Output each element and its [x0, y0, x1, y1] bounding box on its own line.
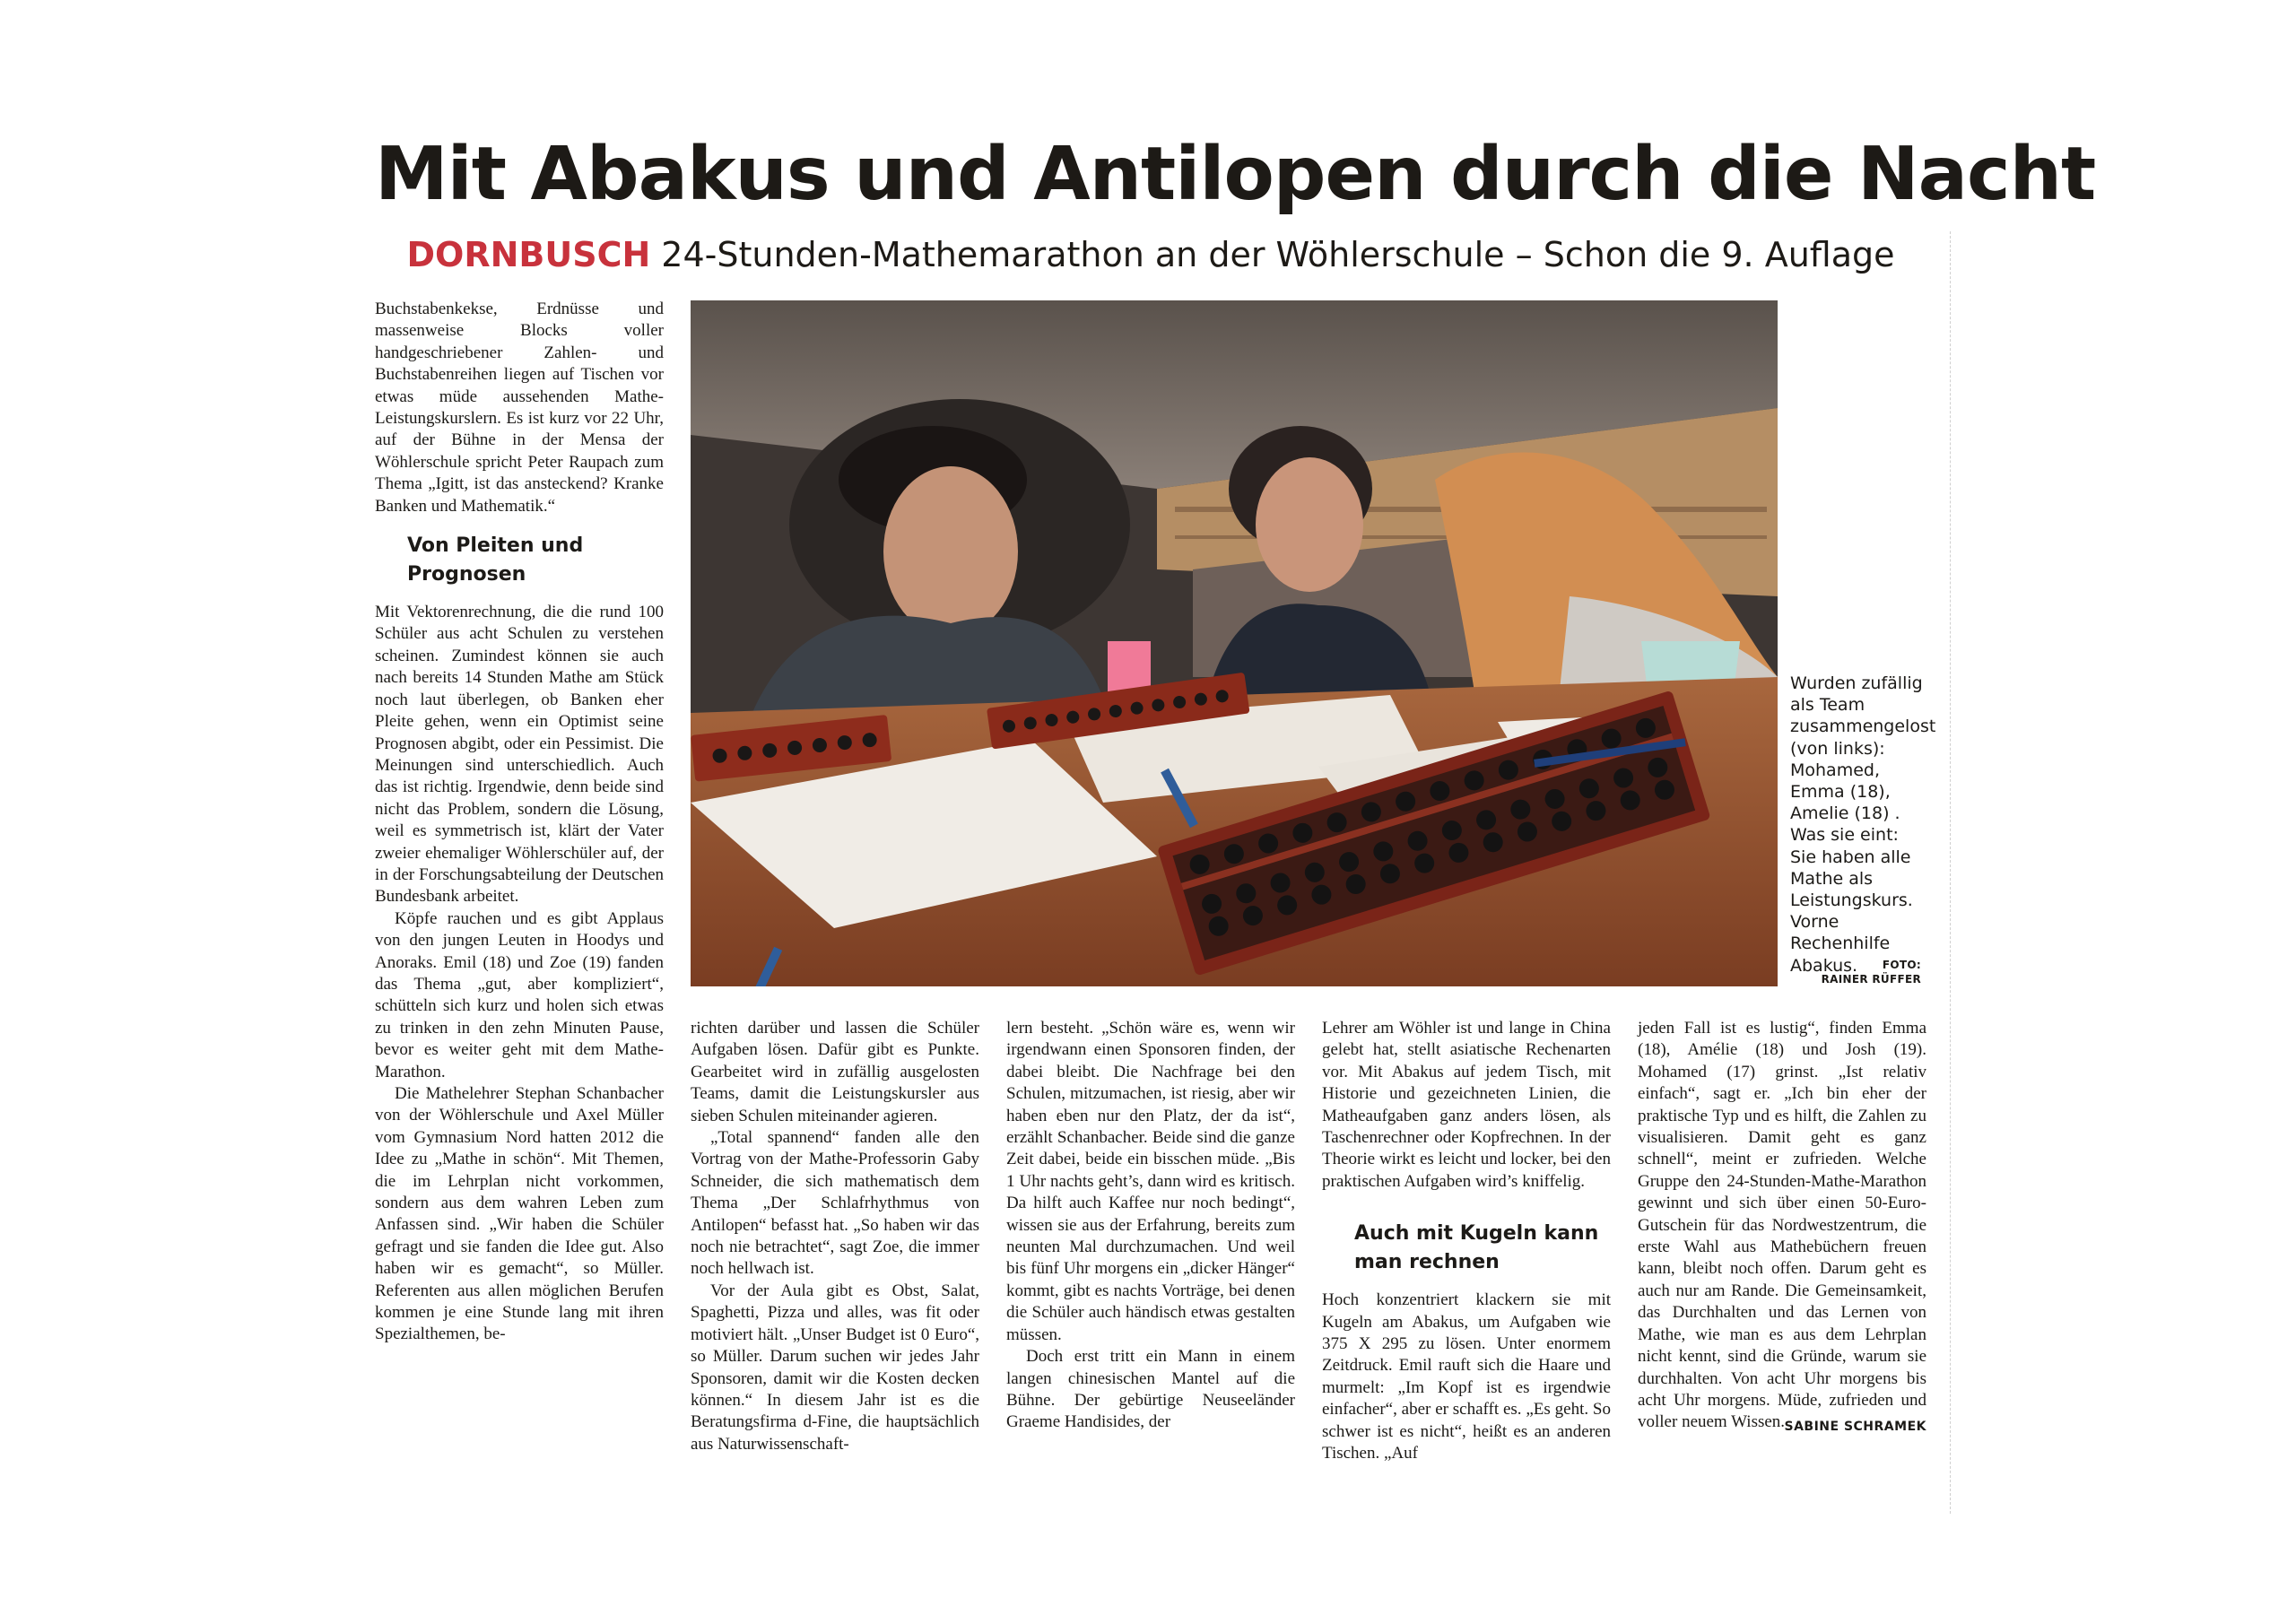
author-byline: SABINE SCHRAMEK — [1784, 1419, 1926, 1434]
paragraph: richten darüber und lassen die Schüler Aufgaben lösen. Dafür gibt es Punkte. Gearbeitet wird in zufällig ausgelosten Teams, damit die Leistungskursler aus sieben Schulen miteinander agieren. — [691, 1019, 979, 1125]
location-tag: DORNBUSCH — [406, 235, 651, 274]
paragraph: Doch erst tritt ein Mann in einem langen chinesischen Mantel auf die Bühne. Der gebürtige Neuseeländer Graeme Handisides, der — [1006, 1347, 1295, 1432]
article-column-1 — [375, 299, 664, 1346]
column-rule — [1950, 231, 1951, 1514]
paragraph: Köpfe rauchen und es gibt Applaus von den jungen Leuten in Hoodys und Anoraks. Emil (18) und Zoe (19) fanden das Thema „gut, aber kompliziert“, schütteln sich kurz und holen sich etwas zu trinken in den zehn Minuten Pause, bevor es weiter geht mit dem Mathe-Marathon. — [375, 908, 664, 1081]
paragraph: „Total spannend“ fanden alle den Vortrag von der Mathe-Professorin Gaby Schneider, die sich mathematisch dem Thema „Der Schlafrhythmus von Antilopen“ befasst hat. „So haben wir das noch nie betrachtet“, sagt Zoe, die immer noch hellwach ist. — [691, 1128, 979, 1279]
paragraph: Mit Vektorenrechnung, die die rund 100 Schüler aus acht Schulen zu verstehen scheinen. Zumindest können sie auch nach bereits 14 Stunden Mathe am Stück noch laut überlegen, ob Banken eher Pleite gehen, wenn ein Optimist seine Prognosen abgibt, oder ein Pessimist. Die Meinungen sind unterschiedlich. Auch das ist richtig. Irgendwie, denn beide sind nicht das Problem, sondern die Lösung, weil es symmetrisch ist, klärt der Vater zweier ehemaliger Wöhlerschüler auf, der in der Forschungsabteilung der Deutschen Bundesbank arbeitet. — [375, 603, 664, 907]
subhead-auch-mit-kugeln: Auch mit Kugeln kann man rechnen — [1354, 1222, 1599, 1274]
photo-illustration — [691, 300, 1778, 986]
subheadline-text: 24-Stunden-Mathemarathon an der Wöhlerschule – Schon die 9. Auflage — [661, 235, 1895, 274]
credit-label: FOTO: — [1882, 959, 1921, 971]
paragraph: Die Mathelehrer Stephan Schanbacher von der Wöhlerschule und Axel Müller vom Gymnasium Nord hatten 2012 die Idee zu „Mathe in schön“. Mit Themen, die im Lehrplan nicht vorkommen, sondern aus dem wahren Leben zum Anfassen sind. „Wir haben die Schüler gefragt und sie fanden die Idee gut. Also haben wir es gemacht“, so Müller. Referenten aus allen möglichen Berufen kommen je eine Stunde lang mit ihren Spezialthemen, be- — [375, 1084, 664, 1344]
subheadline — [375, 230, 1926, 280]
headline: Mit Abakus und Antilopen durch die Nacht — [375, 132, 2096, 217]
article-column-2 — [691, 1018, 979, 1455]
paragraph: Hoch konzentriert klackern sie mit Kugeln am Abakus, um Aufgaben wie 375 X 295 zu lösen. Unter enormem Zeitdruck. Emil rauft sich die Haare und murmelt: „Im Kopf ist es irgendwie einfacher“, aber er schafft es. „Es geht. So schwer ist es nicht“, heißt es an anderen Tischen. „Auf — [1322, 1290, 1611, 1463]
paragraph: Lehrer am Wöhler ist und lange in China gelebt hat, stellt asiatische Rechenarten vor. Mit Abakus auf jedem Tisch, mit Historie und gezeichneten Linien, die Matheaufgaben ganz anders lösen, als Taschenrechner oder Kopfrechnen. In der Theorie wirkt es leicht und locker, bei den praktischen Aufgaben wird’s kniffelig. — [1322, 1019, 1611, 1191]
article-photo — [691, 300, 1778, 986]
paragraph: lern besteht. „Schön wäre es, wenn wir irgendwann einen Sponsoren finden, der dabei bleibt. Die Nachfrage bei den Schulen, mitzumachen, ist riesig, aber wir haben eben nur den Platz, der da ist“, erzählt Schanbacher. Beide sind die ganze Zeit dabei, beide ein bisschen müde. „Bis 1 Uhr nachts geht’s, dann wird es kritisch. Da hilft auch Kaffee nur noch bedingt“, wissen sie aus der Erfahrung, bereits zum neunten Mal durchzumachen. Und weil bis fünf Uhr morgens ein „dicker Hänger“ kommt, gibt es nachts Vorträge, bei denen die Schüler auch händisch etwas gestalten müssen. — [1006, 1019, 1295, 1344]
paragraph: Vor der Aula gibt es Obst, Salat, Spaghetti, Pizza und alles, was fit oder motiviert hält. „Unser Budget ist 0 Euro“, so Müller. Darum suchen wir jedes Jahr Sponsoren, damit wir die Kosten decken können.“ In diesem Jahr ist es die Beratungsfirma d-Fine, die hauptsächlich aus Naturwissenschaft- — [691, 1281, 979, 1454]
credit-name: RAINER RÜFFER — [1821, 973, 1921, 986]
photo-credit — [1790, 958, 1921, 986]
article-column-5 — [1638, 1018, 1926, 1437]
article-column-3 — [1006, 1018, 1295, 1434]
paragraph: jeden Fall ist es lustig“, finden Emma (18), Amélie (18) und Josh (19). Mohamed (17) grinst. „Ist relativ einfach“, sagt er. „Ich bin eher der praktische Typ und es hilft, die Zahlen zu visualisieren. Damit geht es ganz schnell“, meint er zufrieden. Welche Gruppe den 24-Stunden-Mathe-Marathon gewinnt und sich über einen 50-Euro-Gutschein für das Nordwestzentrum, die erste Wahl aus Mathebüchern freuen kann, bleibt noch offen. Darum geht es auch nur am Rande. Die Gemeinsamkeit, das Durchhalten und das Lernen von Mathe, wie man es aus dem Lehrplan nicht kennt, sind die Gründe, warum sie durchhalten. Von acht Uhr morgens bis acht Uhr morgens. Müde, zufrieden und voller neuem Wissen. — [1638, 1019, 1926, 1432]
article-column-4 — [1322, 1018, 1611, 1465]
subhead-von-pleiten: Von Pleiten und Prognosen — [407, 534, 584, 586]
photo-caption: Wurden zufällig als Team zusammengelost (von links): Mohamed, Emma (18), Amelie (18) . Was sie eint: Sie haben alle Mathe als Leistungskurs. Vorne Rechenhilfe Abakus. — [1790, 673, 1936, 976]
intro-paragraph: Buchstabenkekse, Erdnüsse und massenweise Blocks voller handgeschriebener Zahlen- und Buchstabenreihen liegen auf Tischen vor etwas müde aussehenden Mathe-Leistungskurslern. Es ist kurz vor 22 Uhr, auf der Bühne in der Mensa der Wöhlerschule spricht Peter Raupach zum Thema „Igitt, ist das ansteckend? Kranke Banken und Mathematik.“ — [375, 300, 664, 516]
